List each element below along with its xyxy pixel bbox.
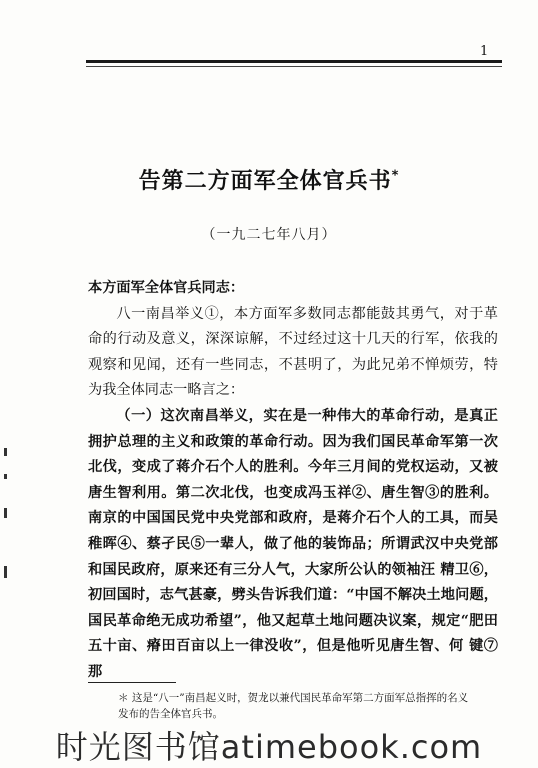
title-footnote-mark: *: [391, 168, 400, 184]
document-body: [88, 276, 498, 686]
margin-scan-marks: [4, 448, 10, 598]
salutation: 本方面军全体官兵同志：: [88, 280, 245, 296]
document-date: （一九二七年八月）: [201, 227, 337, 243]
watermark: 时光图书馆atimebook.com: [55, 728, 483, 766]
header-rule-thin: [86, 66, 502, 67]
page-number: 1: [480, 44, 489, 59]
paragraph-1: 八一南昌举义①，本方面军多数同志都能鼓其勇气，对于革命的行动及意义，深深谅解，不过经过这十几天的行军，依我的观察和见闻，还有一些同志，不甚明了，为此兄弟不惮烦劳，特为我全体同志一略言之：: [88, 305, 498, 399]
title-text: 告第二方面军全体官兵书: [138, 169, 392, 194]
document-title: [0, 164, 538, 195]
paragraph-2: （一）这次南昌举义，实在是一种伟大的革命行动，是真正拥护总理的主义和政策的革命行动。因为我们国民革命军第一次北伐，变成了蒋介石个人的胜利。今年三月间的党权运动，又被唐生智利用。第二次北伐，也变成冯玉祥②、唐生智③的胜利。南京的中国国民党中央党部和政府，是蒋介石个人的工具，而吴稚晖④、蔡孑民⑤一辈人，做了他的装饰品；所谓武汉中央党部和国民政府，原来还有三分人气，大家所公认的领袖汪 精卫⑥，初回国时，志气甚豪，劈头告诉我们道：“中国不解决土地问题，国民革命绝无成功希望”，他又起草土地问题决议案，规定“肥田五十亩、瘠田百亩以上一律没收”，但是他听见唐生智、何 键⑦那: [88, 407, 498, 680]
header-rule-thick: [86, 60, 502, 63]
footnote: ＊ 这是“八一”南昌起义时，贺龙以兼代国民革命军第二方面军总指挥的名义发布的告全体官兵书。: [118, 692, 469, 720]
footnote-rule: [88, 682, 176, 683]
